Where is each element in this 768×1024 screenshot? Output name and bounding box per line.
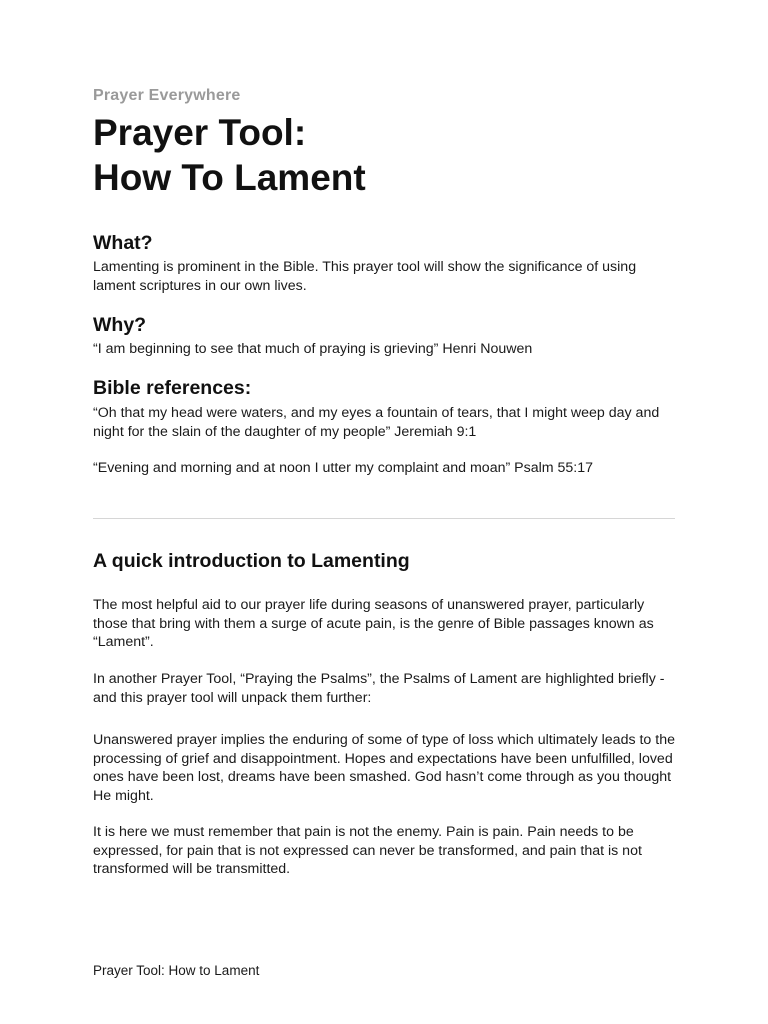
title-line-1: Prayer Tool: [93,112,307,153]
intro-paragraph-3: Unanswered prayer implies the enduring of some of type of loss which ultimately leads to the processing of grief and disappointment. Hopes and expectations have been unfulfilled, loved ones have been lost, dreams have been smashed. God hasn’t come through as you thought He might. [93,732,675,804]
why-text: “I am beginning to see that much of praying is grieving” Henri Nouwen [93,341,533,357]
what-text: Lamenting is prominent in the Bible. This prayer tool will show the significance of using lament scriptures in our own lives. [93,259,637,294]
why-heading: Why? [93,314,147,336]
bible-ref-1: “Oh that my head were waters, and my eyes a fountain of tears, that I might weep day and night for the slain of the daughter of my people” Jeremiah 9:1 [93,405,660,440]
page-footer: Prayer Tool: How to Lament [93,963,260,978]
page-title [93,110,366,200]
bible-heading: Bible references: [93,377,252,399]
section-divider [93,518,675,519]
series-overline: Prayer Everywhere [93,87,241,104]
intro-paragraph-2: In another Prayer Tool, “Praying the Psalms”, the Psalms of Lament are highlighted briefly -and this prayer tool will unpack them further: [93,671,665,706]
intro-heading: A quick introduction to Lamenting [93,550,410,572]
intro-paragraph-1: The most helpful aid to our prayer life during seasons of unanswered prayer, particularly those that bring with them a surge of acute pain, is the genre of Bible passages known as “Lament”. [93,597,654,651]
bible-ref-2: “Evening and morning and at noon I utter my complaint and moan” Psalm 55:17 [93,460,593,476]
title-line-2: How To Lament [93,157,366,198]
intro-paragraph-4: It is here we must remember that pain is not the enemy. Pain is pain. Pain needs to be expressed, for pain that is not expressed can never be transformed, and pain that is not transformed will be transmitted. [93,824,642,878]
what-heading: What? [93,232,153,254]
